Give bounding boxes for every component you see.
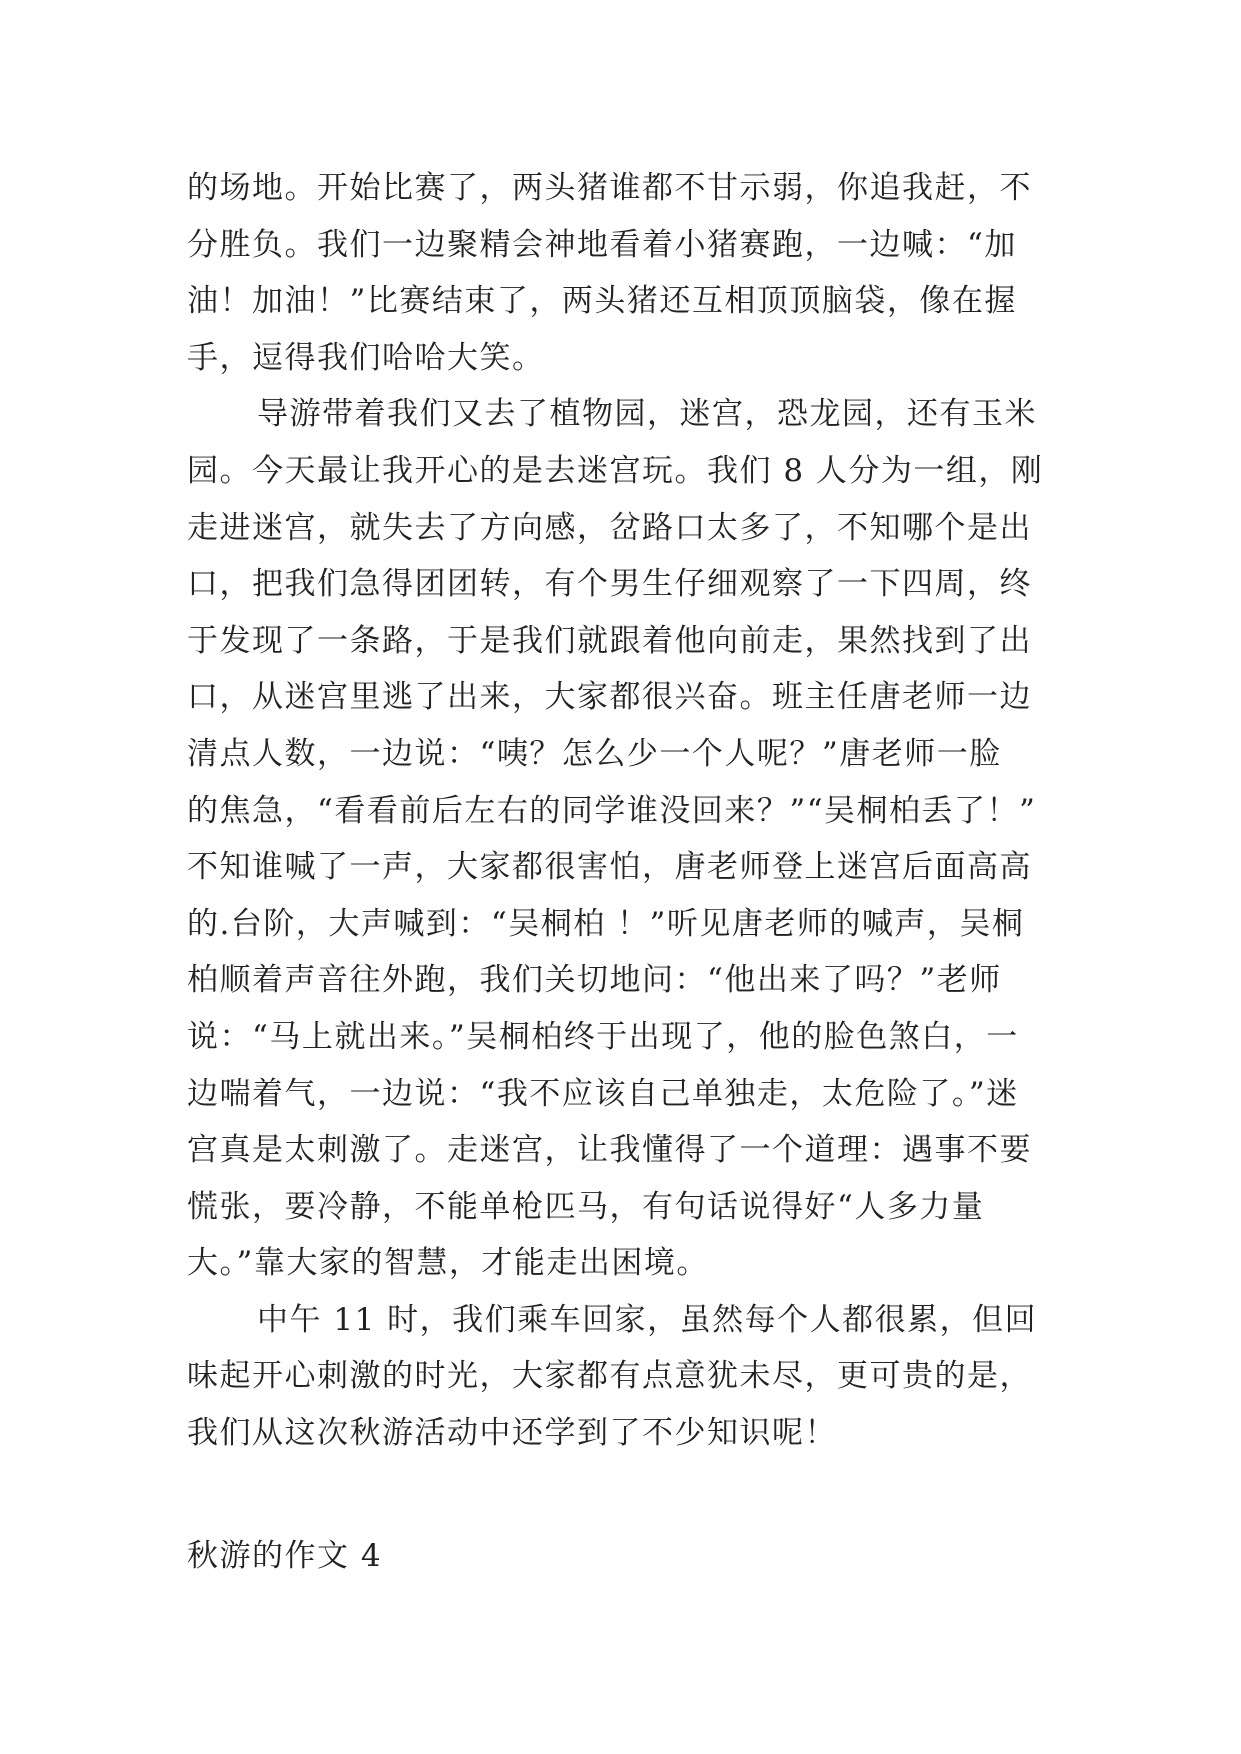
text-line: 清点人数，一边说：“咦？怎么少一个人呢？”唐老师一脸 bbox=[187, 735, 1002, 772]
text-line: 我们从这次秋游活动中还学到了不少知识呢！ bbox=[187, 1415, 837, 1452]
essay-heading: 秋游的作文 4 bbox=[187, 1538, 383, 1574]
text-line: 宫真是太刺激了。走迷宫，让我懂得了一个道理：遇事不要 bbox=[187, 1132, 1032, 1169]
text-line: 口，把我们急得团团转，有个男生仔细观察了一下四周，终 bbox=[187, 566, 1032, 603]
essay-body bbox=[187, 160, 1057, 1462]
paragraph-start-line: 导游带着我们又去了植物园，迷宫，恐龙园，还有玉米 bbox=[257, 396, 1037, 433]
text-line: 边喘着气，一边说：“我不应该自己单独走，太危险了。”迷 bbox=[187, 1075, 1019, 1112]
paragraph-start-line: 中午 11 时，我们乘车回家，虽然每个人都很累，但回 bbox=[257, 1301, 1038, 1338]
text-line: 的.台阶，大声喊到：“吴桐柏 ！”听见唐老师的喊声，吴桐 bbox=[187, 905, 1025, 942]
text-line: 不知谁喊了一声，大家都很害怕，唐老师登上迷宫后面高高 bbox=[187, 849, 1032, 886]
text-line: 味起开心刺激的时光，大家都有点意犹未尽，更可贵的是， bbox=[187, 1358, 1032, 1395]
text-line: 的场地。开始比赛了，两头猪谁都不甘示弱，你追我赶，不 bbox=[187, 170, 1032, 206]
text-line: 大。”靠大家的智慧，才能走出困境。 bbox=[187, 1245, 709, 1282]
text-line: 的焦急，“看看前后左右的同学谁没回来？”“吴桐柏丢了！” bbox=[187, 792, 1037, 829]
text-line: 慌张，要冷静，不能单枪匹马，有句话说得好“人多力量 bbox=[187, 1188, 985, 1225]
text-line: 口，从迷宫里逃了出来，大家都很兴奋。班主任唐老师一边 bbox=[187, 679, 1032, 716]
text-line: 说：“马上就出来。”吴桐柏终于出现了，他的脸色煞白，一 bbox=[187, 1018, 1019, 1055]
text-line: 于发现了一条路，于是我们就跟着他向前走，果然找到了出 bbox=[187, 622, 1032, 659]
text-line: 分胜负。我们一边聚精会神地看着小猪赛跑，一边喊：“加 bbox=[187, 226, 1017, 263]
text-line: 油！加油！”比赛结束了，两头猪还互相顶顶脑袋，像在握 bbox=[187, 283, 1017, 320]
text-line: 园。今天最让我开心的是去迷宫玩。我们 8 人分为一组，刚 bbox=[187, 452, 1044, 489]
text-line: 柏顺着声音往外跑，我们关切地问：“他出来了吗？”老师 bbox=[187, 962, 1002, 999]
text-line: 走进迷宫，就失去了方向感，岔路口太多了，不知哪个是出 bbox=[187, 509, 1032, 546]
text-line: 手，逗得我们哈哈大笑。 bbox=[187, 339, 545, 376]
